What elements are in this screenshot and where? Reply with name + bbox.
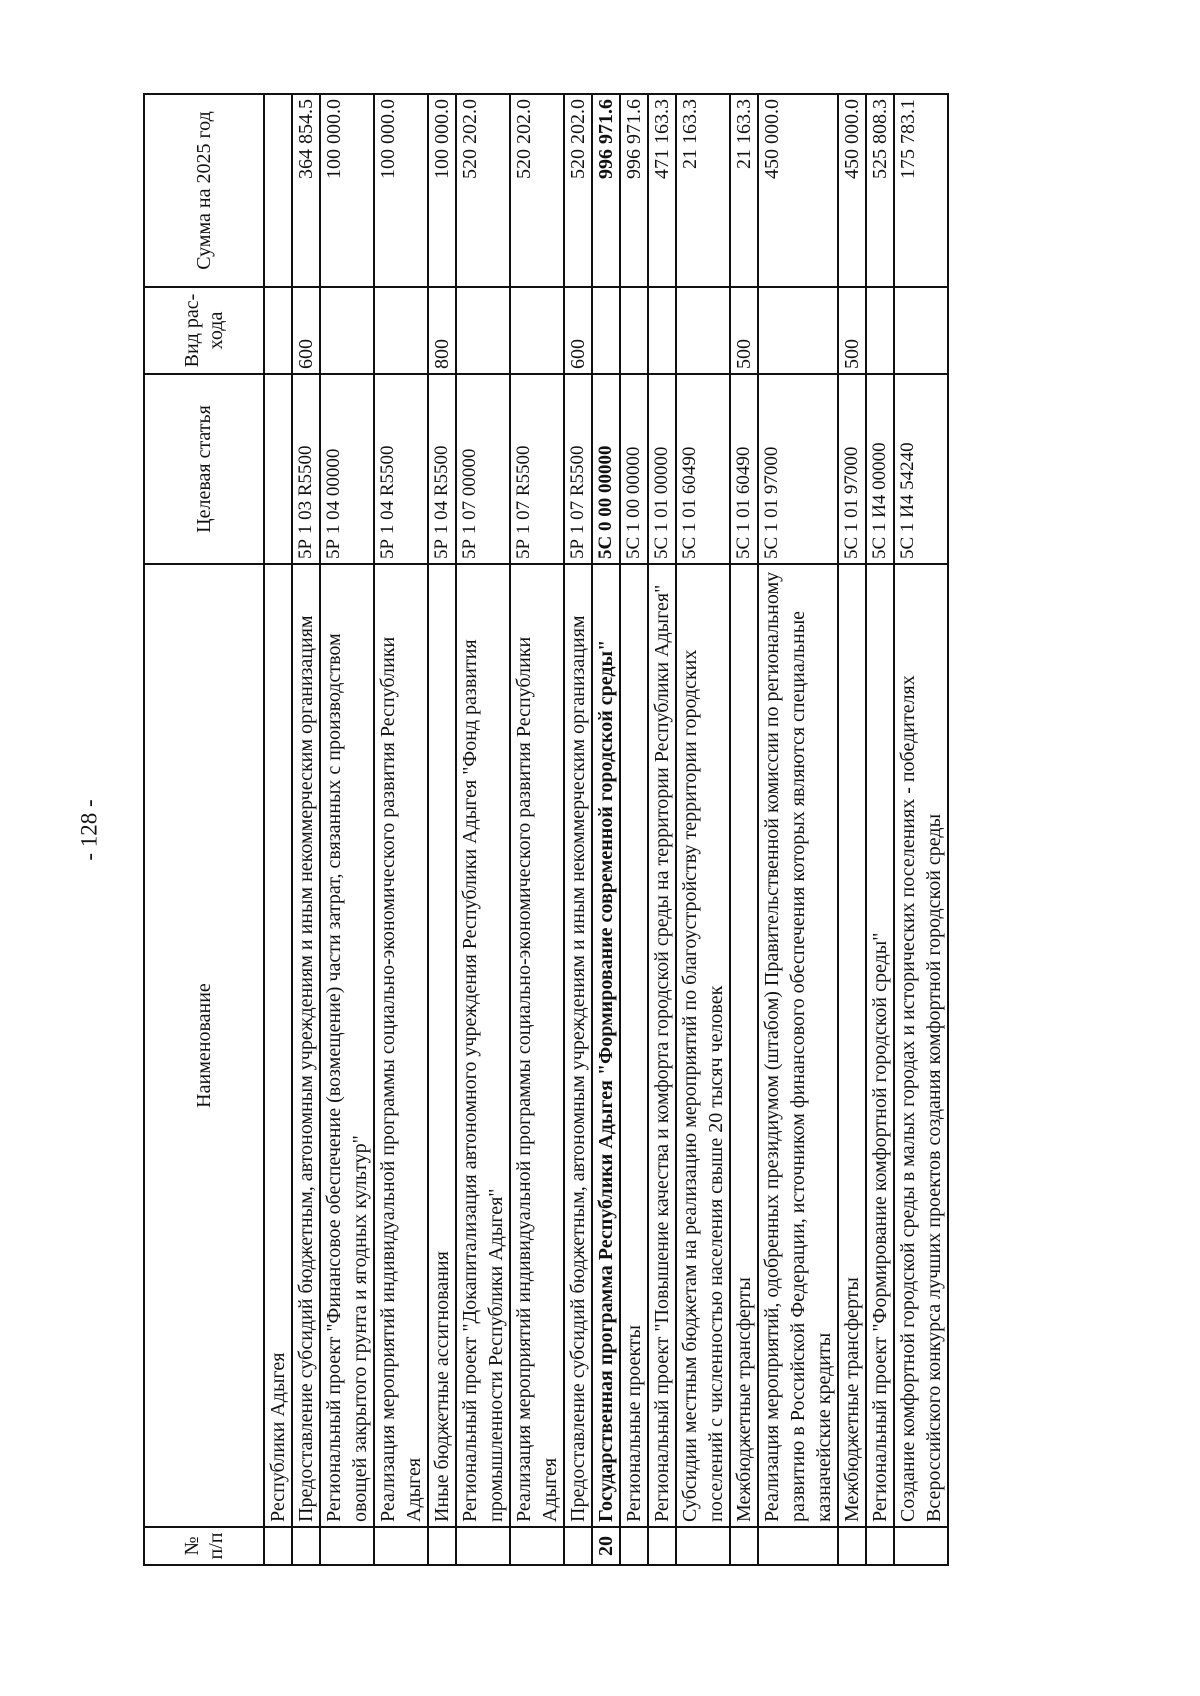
row-target-article: 5Р 1 04 R5500 <box>374 374 428 564</box>
row-name: Межбюджетные трансферты <box>730 564 758 1527</box>
row-sum: 100 000.0 <box>428 94 456 287</box>
row-sum: 471 163.3 <box>648 94 676 287</box>
row-expense-type <box>866 287 894 374</box>
row-sum: 100 000.0 <box>320 94 374 287</box>
header-sum-2025: Сумма на 2025 год <box>144 94 264 287</box>
row-number <box>620 1527 648 1565</box>
row-expense-type: 800 <box>428 287 456 374</box>
row-expense-type <box>264 287 292 374</box>
table-row <box>292 94 320 1565</box>
row-sum: 450 000.0 <box>758 94 838 287</box>
row-target-article: 5С 1 00 00000 <box>620 374 648 564</box>
row-expense-type: 600 <box>564 287 592 374</box>
row-sum: 996 971.6 <box>592 94 620 287</box>
row-sum: 996 971.6 <box>620 94 648 287</box>
table-row <box>456 94 510 1565</box>
row-name: Создание комфортной городской среды в малых городах и исторических поселениях - победителях Всероссийского конкурса лучших проектов создания комфортной городской среды <box>894 564 948 1527</box>
row-number <box>758 1527 838 1565</box>
table-row <box>676 94 730 1565</box>
row-number <box>264 1527 292 1565</box>
table-row <box>730 94 758 1565</box>
row-expense-type <box>320 287 374 374</box>
row-expense-type <box>894 287 948 374</box>
row-target-article: 5Р 1 07 R5500 <box>510 374 564 564</box>
row-name: Реализация мероприятий индивидуальной программы социально-экономического развития Республики Адыгея <box>510 564 564 1527</box>
row-name: Иные бюджетные ассигнования <box>428 564 456 1527</box>
row-name: Государственная программа Республики Адыгея "Формирование современной городской среды" <box>592 564 620 1527</box>
row-sum: 364 854.5 <box>292 94 320 287</box>
table-row <box>758 94 838 1565</box>
row-target-article: 5С 1 И4 00000 <box>866 374 894 564</box>
row-number <box>648 1527 676 1565</box>
row-number <box>428 1527 456 1565</box>
row-number <box>564 1527 592 1565</box>
row-target-article: 5С 1 01 60490 <box>676 374 730 564</box>
row-sum: 21 163.3 <box>676 94 730 287</box>
row-sum: 525 808.3 <box>866 94 894 287</box>
row-name: Региональный проект "Финансовое обеспечение (возмещение) части затрат, связанных с производством овощей закрытого грунта и ягодных культур" <box>320 564 374 1527</box>
table-row <box>648 94 676 1565</box>
row-expense-type <box>510 287 564 374</box>
row-expense-type <box>676 287 730 374</box>
row-expense-type: 600 <box>292 287 320 374</box>
row-target-article: 5Р 1 04 R5500 <box>428 374 456 564</box>
row-expense-type <box>456 287 510 374</box>
row-number: 20 <box>592 1527 620 1565</box>
table-row <box>894 94 948 1565</box>
budget-table-rotated <box>143 95 1088 1566</box>
row-expense-type <box>648 287 676 374</box>
row-target-article <box>264 374 292 564</box>
row-target-article: 5С 1 И4 54240 <box>894 374 948 564</box>
row-name: Республики Адыгея <box>264 564 292 1527</box>
row-number <box>730 1527 758 1565</box>
row-name: Межбюджетные трансферты <box>838 564 866 1527</box>
row-target-article: 5Р 1 07 R5500 <box>564 374 592 564</box>
table-row <box>620 94 648 1565</box>
table-row <box>510 94 564 1565</box>
row-sum: 520 202.0 <box>456 94 510 287</box>
row-target-article: 5С 1 01 00000 <box>648 374 676 564</box>
row-expense-type: 500 <box>838 287 866 374</box>
row-sum: 100 000.0 <box>374 94 428 287</box>
row-name: Региональный проект "Докапитализация автономного учреждения Республики Адыгея "Фонд развития промышленности Республики Адыгея" <box>456 564 510 1527</box>
row-name: Предоставление субсидий бюджетным, автономным учреждениям и иным некоммерческим организациям <box>292 564 320 1527</box>
row-number <box>838 1527 866 1565</box>
header-name: Наименование <box>144 564 264 1527</box>
row-sum: 450 000.0 <box>838 94 866 287</box>
row-expense-type <box>758 287 838 374</box>
row-sum: 520 202.0 <box>510 94 564 287</box>
table-body <box>264 94 948 1565</box>
row-target-article: 5Р 1 04 00000 <box>320 374 374 564</box>
row-sum: 520 202.0 <box>564 94 592 287</box>
row-number <box>676 1527 730 1565</box>
row-expense-type <box>592 287 620 374</box>
table-row <box>374 94 428 1565</box>
row-name: Региональный проект "Формирование комфортной городской среды" <box>866 564 894 1527</box>
row-number <box>894 1527 948 1565</box>
row-target-article: 5Р 1 03 R5500 <box>292 374 320 564</box>
table-header <box>144 94 264 1565</box>
row-sum <box>264 94 292 287</box>
row-target-article: 5С 0 00 00000 <box>592 374 620 564</box>
row-target-article: 5С 1 01 97000 <box>758 374 838 564</box>
row-name: Региональные проекты <box>620 564 648 1527</box>
row-name: Реализация мероприятий, одобренных президиумом (штабом) Правительственной комиссии по региональному развитию в Российской Федерации, источником финансового обеспечения которых являются специальные казначейские кредиты <box>758 564 838 1527</box>
header-no: № п/п <box>144 1527 264 1565</box>
row-expense-type <box>374 287 428 374</box>
table-row <box>428 94 456 1565</box>
row-expense-type <box>620 287 648 374</box>
budget-table <box>143 93 949 1566</box>
row-number <box>320 1527 374 1565</box>
row-number <box>292 1527 320 1565</box>
table-row <box>564 94 592 1565</box>
header-expense-type: Вид рас-хода <box>144 287 264 374</box>
row-number <box>510 1527 564 1565</box>
header-target-article: Целевая статья <box>144 374 264 564</box>
row-number <box>374 1527 428 1565</box>
row-target-article: 5С 1 01 97000 <box>838 374 866 564</box>
row-name: Реализация мероприятий индивидуальной программы социально-экономического развития Республики Адыгея <box>374 564 428 1527</box>
row-name: Субсидии местным бюджетам на реализацию мероприятий по благоустройству территории городских поселений с численностью населения свыше 20 тысяч человек <box>676 564 730 1527</box>
page-number: - 128 - <box>77 799 103 861</box>
table-row <box>592 94 620 1565</box>
table-row <box>838 94 866 1565</box>
row-expense-type: 500 <box>730 287 758 374</box>
row-target-article: 5С 1 01 60490 <box>730 374 758 564</box>
table-row <box>264 94 292 1565</box>
row-target-article: 5Р 1 07 00000 <box>456 374 510 564</box>
row-name: Предоставление субсидий бюджетным, автономным учреждениям и иным некоммерческим организациям <box>564 564 592 1527</box>
row-number <box>866 1527 894 1565</box>
table-row <box>866 94 894 1565</box>
row-number <box>456 1527 510 1565</box>
row-sum: 175 783.1 <box>894 94 948 287</box>
row-sum: 21 163.3 <box>730 94 758 287</box>
table-row <box>320 94 374 1565</box>
row-name: Региональный проект "Повышение качества и комфорта городской среды на территории Республики Адыгея" <box>648 564 676 1527</box>
